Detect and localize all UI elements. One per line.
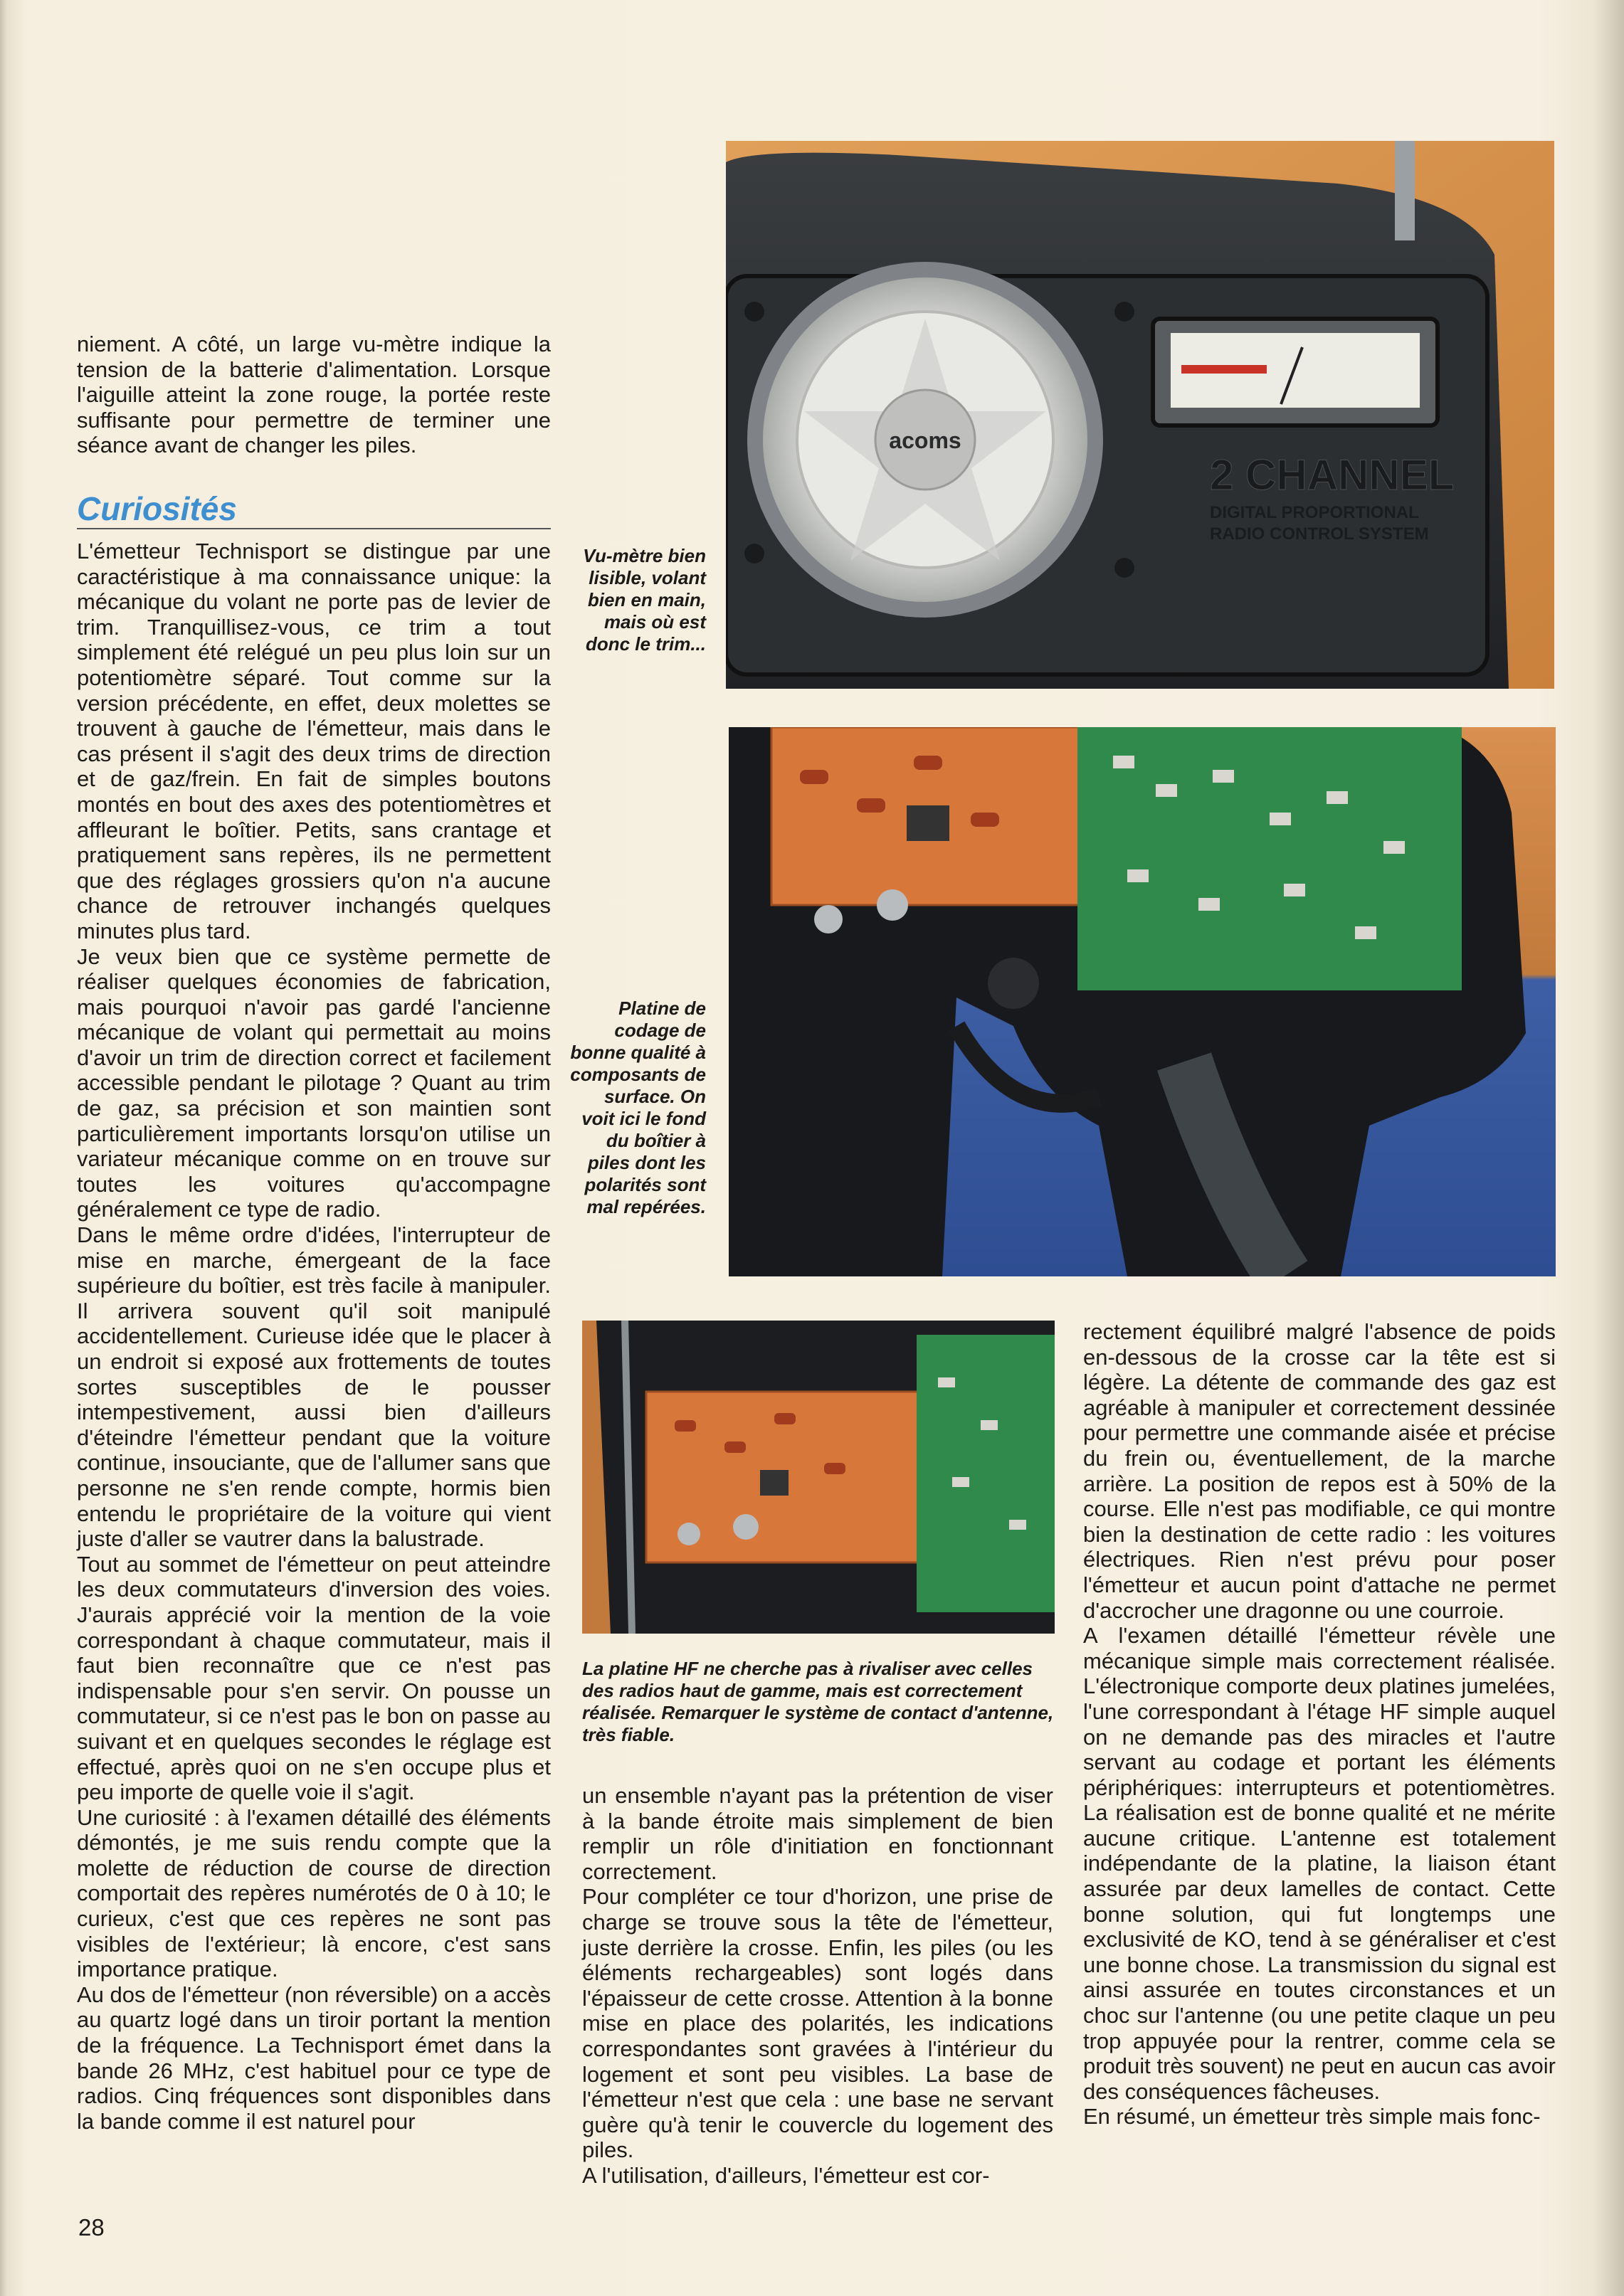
paragraph: A l'utilisation, d'ailleurs, l'émetteur est cor-: [582, 2162, 990, 2188]
paragraph: Tout au sommet de l'émetteur on peut atteindre les deux commutateurs d'inversion des voies. J'aurais apprécié voir la mention de la voie correspondant à chaque commutateur, mais il faut bien reconnaître que ce n'est pas indispensable pour s'en servir. On pousse un commutateur, si ce n'est pas le bon on passe au suivant et en quelques secondes le réglage est effectué, après quoi on ne s'en occupe plus et peu importe de quelle voie il s'agit.: [77, 1551, 551, 1805]
photo-coding-board: [729, 727, 1556, 1276]
paragraph: A l'examen détaillé l'émetteur révèle une mécanique simple mais correctement réalisée. L'électronique comporte deux platines jumelées, l'une correspondant à l'étage HF simple auquel on ne demande pas des miracles et l'autre servant au codage et portant les éléments périphériques: interrupteurs et potentiomètres. La réalisation est de bonne qualité et ne mérite aucune critique. L'antenne est totalement indépendante de la platine, la liaison étant assurée par deux lamelles de contact. Cette bonne solution, qui fut longtemps une exclusivité de KO, tend à se généraliser et c'est une bonne chose. La transmission du signal est ainsi assurée en toutes circonstances et un choc sur l'antenne (ou une petite claque un peu trop appuyée pour la rentrer, comme cela se produit très souvent) ne peut en aucun cas avoir des conséquences fâcheuses.: [1083, 1623, 1556, 2104]
column1-intro: [77, 332, 551, 458]
paragraph: L'émetteur Technisport se distingue par une caractéristique à ma connaissance unique: la mécanique du volant ne porte pas de levier de trim. Tranquillisez-vous, ce trim a tout simplement été relégué un peu plus loin sur un potentiomètre séparé. Tout comme sur la version précédente, en effet, deux molettes se trouvent à gauche de l'émetteur, mais dans le cas présent il s'agit des deux trims de direction et de gaz/frein. En fait de simples boutons montés en bout des axes des potentiomètres et affleurant le boîtier. Petits, sans crantage et pratiquement sans repères, ils ne permettent que des réglages grossiers qu'on n'a aucune chance de retrouver inchangés quelques minutes plus tard.: [77, 539, 551, 943]
paragraph: Dans le même ordre d'idées, l'interrupteur de mise en marche, émergeant de la face supérieure du boîtier, est très facile à manipuler. Il arrivera souvent qu'il soit manipulé accidentellement. Curieuse idée que le placer à un endroit si exposé aux frottements de toutes sortes susceptibles de le pousser intempestivement, aussi bien d'ailleurs d'éteindre l'émetteur pendant que la voiture continue, insouciante, que de l'allumer sans que personne ne s'en rende compte, hormis bien entendu le propriétaire de la voiture qui vient juste d'aller se vautrer dans la balustrade.: [77, 1222, 551, 1552]
intro-paragraph: niement. A côté, un large vu-mètre indique la tension de la batterie d'alimentation. Lorsque l'aiguille atteint la zone rouge, la portée reste suffisante pour permettre de terminer une séance avant de changer les piles.: [77, 332, 551, 458]
model-label-big: 2 CHANNEL: [1210, 451, 1455, 499]
column3-body: [1083, 1319, 1556, 2130]
section-heading: Curiosités: [77, 491, 551, 529]
photo2-caption: Platine de codage de bonne qualité à composants de surface. On voit ici le fond du boîtier à piles dont les polarités sont mal repérées.: [570, 998, 706, 1217]
brand-logo: acoms: [889, 428, 961, 453]
page-number: 28: [78, 2214, 105, 2241]
paragraph: Pour compléter ce tour d'horizon, une prise de charge se trouve sous la tête de l'émetteur, juste derrière la crosse. Enfin, les piles (ou les éléments rechargeables) sont logés dans l'épaisseur de cette crosse. Attention à la bonne mise en place des polarités, les indications correspondantes sont gravées à l'intérieur du logement et sont peu visibles. La base de l'émetteur n'est que cela : une base ne servant guère qu'à tenir le couvercle du logement des piles.: [582, 1884, 1053, 2163]
column2-body: [582, 1783, 1053, 2189]
paragraph: Une curiosité : à l'examen détaillé des éléments démontés, je me suis rendu compte que la molette de réduction de course de direction comportait des repères numérotés de 0 à 10; le curieux, c'est que ces repères ne sont pas visibles de l'extérieur; là encore, c'est sans importance pratique.: [77, 1804, 551, 1982]
photo-transmitter-front: [726, 141, 1554, 689]
paragraph: un ensemble n'ayant pas la prétention de viser à la bande étroite mais simplement de bien remplir un rôle d'initiation en fonctionnant correctement.: [582, 1783, 1053, 1884]
paragraph: En résumé, un émetteur très simple mais fonc-: [1083, 2104, 1541, 2130]
paragraph: rectement équilibré malgré l'absence de poids en-dessous de la crosse car la tête est si légère. La détente de commande des gaz est agréable à manipuler et correctement dessinée pour permettre une commande aisée et précise du frein ou, éventuellement, de la marche arrière. La position de repos est à 50% de la course. Elle n'est pas modifiable, ce qui montre bien la destination de cette radio : les voitures électriques. Rien n'est prévu pour poser l'émetteur et aucun point d'attache ne permet d'accrocher une dragonne ou une courroie.: [1083, 1319, 1556, 1623]
column1-body: [77, 539, 551, 2134]
paragraph: Au dos de l'émetteur (non réversible) on a accès au quartz logé dans un tiroir portant la mention de la fréquence. La Technisport émet dans la bande 26 MHz, c'est habituel pour ce type de radios. Cinq fréquences sont disponibles dans la bande comme il est naturel pour: [77, 1982, 551, 2134]
paragraph: Je veux bien que ce système permette de réaliser quelques économies de fabrication, mais pourquoi n'avoir pas gardé l'ancienne mécanique de volant qui permettait au moins d'avoir un trim de direction correct et facilement accessible pendant le pilotage ? Quant au trim de gaz, sa précision et son maintien sont particulièrement importants lorsqu'on utilise un variateur mécanique comme on en trouve sur toutes les voitures qu'accompagne généralement ce type de radio.: [77, 943, 551, 1222]
model-label-small-1: DIGITAL PROPORTIONAL: [1210, 503, 1419, 522]
photo3-caption: La platine HF ne cherche pas à rivaliser avec celles des radios haut de gamme, mais est correctement réalisée. Remarquer le système de contact d'antenne, très fiable.: [582, 1658, 1054, 1745]
photo1-caption: Vu-mètre bien lisible, volant bien en main, mais où est donc le trim...: [583, 545, 706, 655]
model-label-small-2: RADIO CONTROL SYSTEM: [1210, 524, 1429, 544]
photo-hf-board: [582, 1321, 1055, 1634]
